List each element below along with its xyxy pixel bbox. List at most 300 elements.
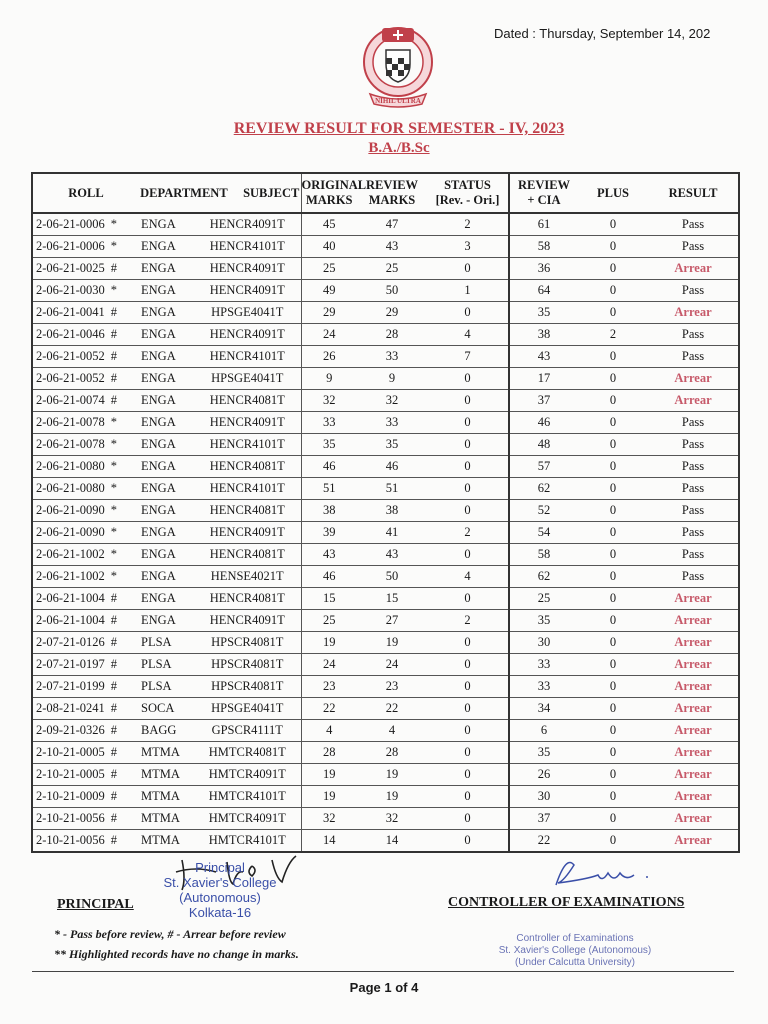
cell-original-marks: 24 (301, 654, 357, 676)
cell-review-marks: 27 (357, 610, 427, 632)
cell-plus: 0 (578, 698, 648, 720)
roll-number: 2-06-21-0074 (36, 393, 105, 407)
cell-department: ENGA (139, 213, 194, 236)
cell-original-marks: 46 (301, 566, 357, 588)
cell-result: Pass (648, 566, 739, 588)
table-row (32, 324, 739, 346)
cell-review-cia: 17 (509, 368, 578, 390)
roll-number: 2-10-21-0056 (36, 833, 105, 847)
roll-number: 2-10-21-0005 (36, 745, 105, 759)
cell-roll (32, 720, 139, 742)
cell-original-marks: 15 (301, 588, 357, 610)
results-table (31, 172, 740, 853)
cell-plus: 0 (578, 522, 648, 544)
college-crest-logo (358, 18, 438, 110)
cell-result: Arrear (648, 830, 739, 853)
cell-review-cia: 62 (509, 478, 578, 500)
cell-review-marks: 51 (357, 478, 427, 500)
cell-subject: HENCR4091T (194, 324, 301, 346)
cell-review-cia: 6 (509, 720, 578, 742)
cell-department: ENGA (139, 544, 194, 566)
cell-review-cia: 33 (509, 676, 578, 698)
cell-original-marks: 26 (301, 346, 357, 368)
cell-plus: 2 (578, 324, 648, 346)
cell-review-cia: 62 (509, 566, 578, 588)
table-row (32, 346, 739, 368)
header-review-cia-line2: + CIA (527, 193, 561, 207)
cell-review-cia: 58 (509, 236, 578, 258)
header-department: DEPARTMENT (140, 185, 228, 200)
cell-review-cia: 37 (509, 808, 578, 830)
cell-review-marks: 35 (357, 434, 427, 456)
cell-plus: 0 (578, 236, 648, 258)
header-status (427, 173, 509, 213)
cell-review-marks: 19 (357, 764, 427, 786)
table-row (32, 500, 739, 522)
cell-review-marks: 22 (357, 698, 427, 720)
cell-roll (32, 500, 139, 522)
roll-number: 2-09-21-0326 (36, 723, 105, 737)
cell-roll (32, 456, 139, 478)
cell-original-marks: 23 (301, 676, 357, 698)
cell-department: ENGA (139, 522, 194, 544)
principal-stamp-line1: Principal (195, 860, 245, 875)
review-flag: # (110, 613, 117, 627)
cell-review-marks: 28 (357, 324, 427, 346)
principal-stamp-line3: (Autonomous) (179, 890, 261, 905)
cell-review-marks: 29 (357, 302, 427, 324)
logo-motto: NIHIL ULTRA (375, 97, 421, 105)
cell-review-marks: 32 (357, 808, 427, 830)
cell-subject: HENCR4081T (194, 390, 301, 412)
roll-number: 2-07-21-0199 (36, 679, 105, 693)
cell-roll (32, 808, 139, 830)
cell-review-cia: 38 (509, 324, 578, 346)
cell-review-marks: 43 (357, 544, 427, 566)
cell-review-cia: 30 (509, 786, 578, 808)
principal-stamp-line2: St. Xavier's College (163, 875, 277, 890)
cell-plus: 0 (578, 258, 648, 280)
review-flag: * (110, 547, 117, 561)
cell-subject: HPSCR4081T (194, 654, 301, 676)
cell-original-marks: 35 (301, 434, 357, 456)
cell-subject: HENCR4081T (194, 588, 301, 610)
cell-subject: HENCR4101T (194, 346, 301, 368)
cell-status: 4 (427, 566, 509, 588)
cell-status: 0 (427, 632, 509, 654)
cell-subject: HENCR4091T (194, 258, 301, 280)
principal-stamp-line4: Kolkata-16 (188, 905, 252, 920)
cell-status: 0 (427, 302, 509, 324)
cell-subject: HMTCR4101T (194, 830, 301, 853)
cell-status: 7 (427, 346, 509, 368)
cell-result: Arrear (648, 698, 739, 720)
roll-number: 2-10-21-0056 (36, 811, 105, 825)
cell-plus: 0 (578, 654, 648, 676)
cell-review-marks: 4 (357, 720, 427, 742)
cell-result: Pass (648, 456, 739, 478)
cell-subject: HENCR4091T (194, 610, 301, 632)
cell-subject: HENCR4091T (194, 412, 301, 434)
cell-result: Pass (648, 500, 739, 522)
cell-review-cia: 57 (509, 456, 578, 478)
cell-subject: HPSGE4041T (194, 302, 301, 324)
cell-plus: 0 (578, 280, 648, 302)
cell-subject: HPSGE4041T (194, 698, 301, 720)
review-flag: # (110, 789, 117, 803)
cell-status: 0 (427, 830, 509, 853)
table-row (32, 654, 739, 676)
cell-result: Pass (648, 346, 739, 368)
review-flag: # (110, 591, 117, 605)
table-row (32, 280, 739, 302)
table-row (32, 213, 739, 236)
table-row (32, 302, 739, 324)
cell-status: 0 (427, 654, 509, 676)
cell-result: Pass (648, 412, 739, 434)
principal-label: PRINCIPAL (57, 897, 134, 912)
cell-result: Pass (648, 522, 739, 544)
table-row (32, 522, 739, 544)
cell-review-cia: 58 (509, 544, 578, 566)
cell-department: MTMA (139, 764, 194, 786)
cell-subject: HENCR4101T (194, 478, 301, 500)
cell-result: Arrear (648, 368, 739, 390)
cell-review-marks: 47 (357, 213, 427, 236)
cell-status: 0 (427, 698, 509, 720)
roll-number: 2-06-21-0052 (36, 371, 105, 385)
cell-review-cia: 54 (509, 522, 578, 544)
cell-review-marks: 9 (357, 368, 427, 390)
cell-status: 3 (427, 236, 509, 258)
cell-review-marks: 28 (357, 742, 427, 764)
cell-roll (32, 258, 139, 280)
cell-plus: 0 (578, 632, 648, 654)
header-plus: PLUS (578, 173, 648, 213)
cell-plus: 0 (578, 610, 648, 632)
cell-original-marks: 4 (301, 720, 357, 742)
review-flag: * (110, 459, 117, 473)
roll-number: 2-06-21-0080 (36, 481, 105, 495)
cell-department: ENGA (139, 610, 194, 632)
cell-review-cia: 48 (509, 434, 578, 456)
cell-result: Arrear (648, 742, 739, 764)
cell-original-marks: 39 (301, 522, 357, 544)
header-review-cia (509, 173, 578, 213)
cell-original-marks: 43 (301, 544, 357, 566)
cell-result: Arrear (648, 764, 739, 786)
cell-plus: 0 (578, 302, 648, 324)
controller-signature (548, 855, 668, 895)
cell-subject: HENCR4081T (194, 456, 301, 478)
header-status-line1: STATUS (444, 178, 491, 192)
table-row (32, 236, 739, 258)
cell-roll (32, 786, 139, 808)
cell-status: 0 (427, 764, 509, 786)
cell-original-marks: 19 (301, 786, 357, 808)
cell-department: ENGA (139, 478, 194, 500)
cell-subject: HENCR4101T (194, 236, 301, 258)
table-row (32, 786, 739, 808)
cell-review-marks: 23 (357, 676, 427, 698)
cell-plus: 0 (578, 764, 648, 786)
cell-result: Arrear (648, 588, 739, 610)
cell-roll (32, 676, 139, 698)
header-dept-subject (139, 173, 301, 213)
page-title: REVIEW RESULT FOR SEMESTER - IV, 2023 (233, 120, 565, 137)
cell-result: Pass (648, 324, 739, 346)
roll-number: 2-06-21-1004 (36, 591, 105, 605)
roll-number: 2-10-21-0009 (36, 789, 105, 803)
cell-status: 2 (427, 213, 509, 236)
cell-result: Pass (648, 434, 739, 456)
controller-stamp-line2: St. Xavier's College (Autonomous) (498, 945, 652, 956)
cell-department: ENGA (139, 390, 194, 412)
cell-plus: 0 (578, 478, 648, 500)
header-roll: ROLL (32, 173, 139, 213)
principal-stamp (140, 860, 300, 920)
cell-subject: HENCR4081T (194, 500, 301, 522)
controller-stamp-line1: Controller of Examinations (516, 933, 634, 944)
cell-subject: HENSE4021T (194, 566, 301, 588)
cell-original-marks: 29 (301, 302, 357, 324)
table-row (32, 808, 739, 830)
cell-review-marks: 33 (357, 412, 427, 434)
cell-original-marks: 40 (301, 236, 357, 258)
table-header-row (32, 173, 739, 213)
cell-result: Arrear (648, 676, 739, 698)
roll-number: 2-06-21-0006 (36, 217, 105, 231)
cell-result: Arrear (648, 786, 739, 808)
cell-original-marks: 46 (301, 456, 357, 478)
cell-department: ENGA (139, 456, 194, 478)
header-original (301, 173, 367, 213)
cell-plus: 0 (578, 213, 648, 236)
cell-review-cia: 36 (509, 258, 578, 280)
cell-review-cia: 26 (509, 764, 578, 786)
cell-roll (32, 213, 139, 236)
review-flag: * (110, 481, 117, 495)
cell-department: MTMA (139, 830, 194, 853)
cell-status: 0 (427, 368, 509, 390)
header-status-line2: [Rev. - Ori.] (435, 193, 500, 207)
cell-department: ENGA (139, 434, 194, 456)
cell-original-marks: 9 (301, 368, 357, 390)
cell-status: 0 (427, 390, 509, 412)
roll-number: 2-06-21-0006 (36, 239, 105, 253)
table-row (32, 390, 739, 412)
cell-department: ENGA (139, 280, 194, 302)
cell-roll (32, 302, 139, 324)
roll-number: 2-06-21-0078 (36, 415, 105, 429)
cell-result: Arrear (648, 632, 739, 654)
footer-divider (32, 971, 734, 972)
cell-status: 1 (427, 280, 509, 302)
cell-review-cia: 25 (509, 588, 578, 610)
header-original-line2: MARKS (305, 193, 353, 207)
cell-plus: 0 (578, 830, 648, 853)
cell-roll (32, 566, 139, 588)
cell-result: Arrear (648, 654, 739, 676)
cell-review-marks: 32 (357, 390, 427, 412)
cell-original-marks: 24 (301, 324, 357, 346)
table-row (32, 258, 739, 280)
roll-number: 2-06-21-0078 (36, 437, 105, 451)
cell-subject: HPSCR4081T (194, 632, 301, 654)
cell-plus: 0 (578, 434, 648, 456)
cell-status: 0 (427, 786, 509, 808)
cell-status: 2 (427, 522, 509, 544)
cell-roll (32, 324, 139, 346)
cell-roll (32, 764, 139, 786)
review-flag: # (110, 701, 117, 715)
cell-department: PLSA (139, 676, 194, 698)
cell-department: BAGG (139, 720, 194, 742)
review-flag: # (110, 811, 117, 825)
cell-plus: 0 (578, 500, 648, 522)
cell-status: 0 (427, 742, 509, 764)
cell-review-marks: 19 (357, 786, 427, 808)
cell-status: 2 (427, 610, 509, 632)
cell-original-marks: 33 (301, 412, 357, 434)
cell-roll (32, 434, 139, 456)
cell-subject: HMTCR4091T (194, 808, 301, 830)
cell-department: ENGA (139, 588, 194, 610)
cell-department: PLSA (139, 654, 194, 676)
header-review-line2: MARKS (368, 193, 416, 207)
roll-number: 2-06-21-0052 (36, 349, 105, 363)
cell-plus: 0 (578, 544, 648, 566)
cell-original-marks: 28 (301, 742, 357, 764)
review-flag: # (110, 767, 117, 781)
cell-review-marks: 50 (357, 280, 427, 302)
cell-roll (32, 478, 139, 500)
cell-subject: HENCR4091T (194, 522, 301, 544)
cell-review-marks: 24 (357, 654, 427, 676)
cell-department: MTMA (139, 808, 194, 830)
cell-status: 0 (427, 676, 509, 698)
cell-review-cia: 34 (509, 698, 578, 720)
cell-roll (32, 654, 139, 676)
cell-roll (32, 610, 139, 632)
header-review-line1: REVIEW (365, 178, 419, 192)
review-flag: * (110, 569, 117, 583)
roll-number: 2-07-21-0197 (36, 657, 105, 671)
table-row (32, 830, 739, 853)
cell-department: ENGA (139, 500, 194, 522)
cell-roll (32, 280, 139, 302)
cell-status: 0 (427, 808, 509, 830)
review-flag: # (110, 679, 117, 693)
review-flag: * (110, 437, 117, 451)
cell-roll (32, 412, 139, 434)
cell-plus: 0 (578, 676, 648, 698)
cell-status: 0 (427, 478, 509, 500)
header-review-cia-line1: REVIEW (517, 178, 571, 192)
legend-note-2: ** Highlighted records have no change in marks. (54, 947, 299, 961)
cell-review-marks: 38 (357, 500, 427, 522)
cell-result: Pass (648, 236, 739, 258)
cell-status: 4 (427, 324, 509, 346)
roll-number: 2-06-21-0046 (36, 327, 105, 341)
cell-department: ENGA (139, 368, 194, 390)
cell-status: 0 (427, 720, 509, 742)
cell-plus: 0 (578, 412, 648, 434)
header-subject: SUBJECT (243, 185, 300, 200)
cell-review-marks: 43 (357, 236, 427, 258)
roll-number: 2-06-21-0030 (36, 283, 105, 297)
cell-original-marks: 25 (301, 610, 357, 632)
review-flag: # (110, 635, 117, 649)
review-flag: # (110, 261, 117, 275)
cell-original-marks: 25 (301, 258, 357, 280)
cell-original-marks: 45 (301, 213, 357, 236)
roll-number: 2-07-21-0126 (36, 635, 105, 649)
cell-review-cia: 46 (509, 412, 578, 434)
table-row (32, 478, 739, 500)
review-flag: * (110, 217, 117, 231)
cell-subject: HENCR4081T (194, 544, 301, 566)
roll-number: 2-06-21-0090 (36, 503, 105, 517)
table-row (32, 368, 739, 390)
cell-department: ENGA (139, 346, 194, 368)
cell-subject: HPSCR4081T (194, 676, 301, 698)
cell-roll (32, 390, 139, 412)
table-row (32, 544, 739, 566)
cell-result: Arrear (648, 610, 739, 632)
header-original-line1: ORIGINAL (301, 178, 367, 192)
cell-review-marks: 46 (357, 456, 427, 478)
cell-original-marks: 19 (301, 764, 357, 786)
cell-plus: 0 (578, 588, 648, 610)
table-row (32, 566, 739, 588)
cell-plus: 0 (578, 808, 648, 830)
cell-review-marks: 19 (357, 632, 427, 654)
cell-result: Pass (648, 478, 739, 500)
table-row (32, 588, 739, 610)
cell-review-cia: 35 (509, 742, 578, 764)
cell-original-marks: 32 (301, 390, 357, 412)
header-result: RESULT (648, 173, 739, 213)
cell-roll (32, 698, 139, 720)
cell-department: MTMA (139, 742, 194, 764)
roll-number: 2-06-21-0080 (36, 459, 105, 473)
cell-result: Arrear (648, 302, 739, 324)
review-flag: # (110, 349, 117, 363)
table-row (32, 610, 739, 632)
cell-status: 0 (427, 588, 509, 610)
cell-roll (32, 830, 139, 853)
cell-status: 0 (427, 544, 509, 566)
cell-plus: 0 (578, 566, 648, 588)
table-row (32, 412, 739, 434)
header-review (357, 173, 427, 213)
cell-department: ENGA (139, 302, 194, 324)
cell-roll (32, 368, 139, 390)
cell-original-marks: 51 (301, 478, 357, 500)
cell-review-cia: 35 (509, 302, 578, 324)
cell-department: PLSA (139, 632, 194, 654)
cell-review-marks: 14 (357, 830, 427, 853)
table-row (32, 720, 739, 742)
roll-number: 2-06-21-1004 (36, 613, 105, 627)
roll-number: 2-06-21-1002 (36, 547, 105, 561)
legend-note-1: * - Pass before review, # - Arrear before review (54, 927, 286, 941)
cell-original-marks: 22 (301, 698, 357, 720)
cell-subject: HMTCR4091T (194, 764, 301, 786)
cell-department: ENGA (139, 236, 194, 258)
cell-review-marks: 50 (357, 566, 427, 588)
